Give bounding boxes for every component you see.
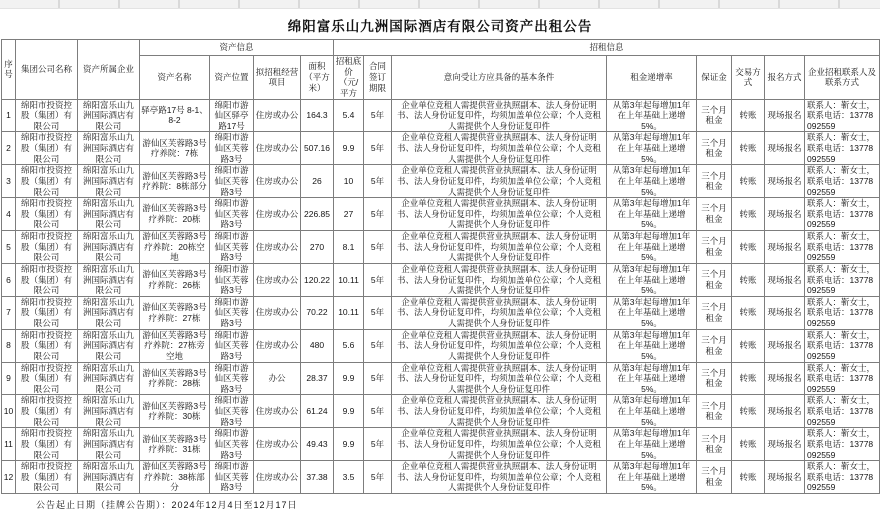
cell-asset-name: 驿亭路17号 8-1、8-2 xyxy=(140,99,210,132)
cell-index: 9 xyxy=(2,362,16,395)
cell-contact: 联系人：靳女士，联系电话：13778092559 xyxy=(805,263,880,296)
cell-business: 住房或办公 xyxy=(254,198,301,231)
cell-group-company: 绵阳市投资控股（集团）有限公司 xyxy=(16,165,78,198)
cell-asset-name: 游仙区芙蓉路3号疗养院：7栋 xyxy=(140,132,210,165)
cell-business: 住房或办公 xyxy=(254,296,301,329)
cell-contact: 联系人：靳女士，联系电话：13778092559 xyxy=(805,132,880,165)
cell-rate: 从第3年起每增加1年在上年基础上递增5%。 xyxy=(607,362,697,395)
cell-area: 226.85 xyxy=(301,198,334,231)
col-header-asset-name: 资产名称 xyxy=(140,56,210,100)
col-header-area: 面积（平方米） xyxy=(301,56,334,100)
cell-asset-location: 绵阳市游仙区芙蓉路3号 xyxy=(210,329,254,362)
cell-index: 12 xyxy=(2,461,16,494)
col-header-trade-method: 交易方式 xyxy=(732,56,765,100)
table-row xyxy=(2,461,880,494)
cell-group-company: 绵阳市投资控股（集团）有限公司 xyxy=(16,362,78,395)
cell-deposit: 三个月租金 xyxy=(697,329,732,362)
table-row xyxy=(2,132,880,165)
cell-index: 10 xyxy=(2,395,16,428)
cell-signup-method: 现场报名 xyxy=(765,231,805,264)
cell-group-company: 绵阳市投资控股（集团）有限公司 xyxy=(16,395,78,428)
cell-area: 61.24 xyxy=(301,395,334,428)
cell-conditions: 企业单位竞租人需提供营业执照副本、法人身份证明书、法人身份证复印件，均须加盖单位公章；个人竞租人需提供个人身份证复印件 xyxy=(392,231,607,264)
cell-group-company: 绵阳市投资控股（集团）有限公司 xyxy=(16,132,78,165)
cell-deposit: 三个月租金 xyxy=(697,461,732,494)
cell-asset-name: 游仙区芙蓉路3号疗养院：20栋 xyxy=(140,198,210,231)
cell-conditions: 企业单位竞租人需提供营业执照副本、法人身份证明书、法人身份证复印件，均须加盖单位公章；个人竞租人需提供个人身份证复印件 xyxy=(392,461,607,494)
cell-business: 住房或办公 xyxy=(254,428,301,461)
cell-index: 11 xyxy=(2,428,16,461)
cell-deposit: 三个月租金 xyxy=(697,99,732,132)
cell-asset-location: 绵阳市游仙区芙蓉路3号 xyxy=(210,428,254,461)
cell-asset-location: 绵阳市游仙区芙蓉路3号 xyxy=(210,231,254,264)
cell-enterprise: 绵阳富乐山九洲国际酒店有限公司 xyxy=(78,263,140,296)
cell-term: 5年 xyxy=(364,329,392,362)
cell-deposit: 三个月租金 xyxy=(697,198,732,231)
cell-rate: 从第3年起每增加1年在上年基础上递增5%。 xyxy=(607,231,697,264)
cell-conditions: 企业单位竞租人需提供营业执照副本、法人身份证明书、法人身份证复印件，均须加盖单位公章；个人竞租人需提供个人身份证复印件 xyxy=(392,198,607,231)
cell-index: 6 xyxy=(2,263,16,296)
col-header-enterprise: 资产所属企业 xyxy=(78,40,140,100)
cell-signup-method: 现场报名 xyxy=(765,395,805,428)
cell-trade-method: 转账 xyxy=(732,165,765,198)
cell-index: 4 xyxy=(2,198,16,231)
cell-enterprise: 绵阳富乐山九洲国际酒店有限公司 xyxy=(78,165,140,198)
cell-term: 5年 xyxy=(364,231,392,264)
page-title: 绵阳富乐山九洲国际酒店有限公司资产出租公告 xyxy=(287,19,593,34)
cell-conditions: 企业单位竞租人需提供营业执照副本、法人身份证明书、法人身份证复印件，均须加盖单位公章；个人竞租人需提供个人身份证复印件 xyxy=(392,99,607,132)
cell-deposit: 三个月租金 xyxy=(697,296,732,329)
cell-asset-name: 游仙区芙蓉路3号疗养院：20栋空地 xyxy=(140,231,210,264)
col-header-contact: 企业招租联系人及联系方式 xyxy=(805,56,880,100)
cell-contact: 联系人：靳女士，联系电话：13778092559 xyxy=(805,99,880,132)
cell-contact: 联系人：靳女士，联系电话：13778092559 xyxy=(805,296,880,329)
cell-business: 住房或办公 xyxy=(254,263,301,296)
cell-area: 28.37 xyxy=(301,362,334,395)
cell-rate: 从第3年起每增加1年在上年基础上递增5%。 xyxy=(607,428,697,461)
cell-asset-name: 游仙区芙蓉路3号疗养院：27栋 xyxy=(140,296,210,329)
cell-base-price: 9.9 xyxy=(334,362,364,395)
cell-term: 5年 xyxy=(364,395,392,428)
cell-enterprise: 绵阳富乐山九洲国际酒店有限公司 xyxy=(78,461,140,494)
cell-base-price: 27 xyxy=(334,198,364,231)
cell-asset-location: 绵阳市游仙区芙蓉路3号 xyxy=(210,395,254,428)
cell-enterprise: 绵阳富乐山九洲国际酒店有限公司 xyxy=(78,329,140,362)
cell-area: 37.38 xyxy=(301,461,334,494)
table-row xyxy=(2,428,880,461)
cell-base-price: 10 xyxy=(334,165,364,198)
cell-signup-method: 现场报名 xyxy=(765,99,805,132)
table-row xyxy=(2,362,880,395)
cell-enterprise: 绵阳富乐山九洲国际酒店有限公司 xyxy=(78,296,140,329)
cell-asset-name: 游仙区芙蓉路3号疗养院：31栋 xyxy=(140,428,210,461)
cell-base-price: 10.11 xyxy=(334,296,364,329)
cell-term: 5年 xyxy=(364,99,392,132)
cell-business: 住房或办公 xyxy=(254,461,301,494)
table-row xyxy=(2,165,880,198)
cell-asset-name: 游仙区芙蓉路3号疗养院：27栋旁空地 xyxy=(140,329,210,362)
group-header-asset-info: 资产信息 xyxy=(140,40,334,56)
group-header-rental-info: 招租信息 xyxy=(334,40,880,56)
cell-conditions: 企业单位竞租人需提供营业执照副本、法人身份证明书、法人身份证复印件，均须加盖单位公章；个人竞租人需提供个人身份证复印件 xyxy=(392,362,607,395)
cell-deposit: 三个月租金 xyxy=(697,362,732,395)
col-header-base-price: 招租底价（元/平方 xyxy=(334,56,364,100)
cell-term: 5年 xyxy=(364,132,392,165)
cell-signup-method: 现场报名 xyxy=(765,198,805,231)
cell-trade-method: 转账 xyxy=(732,362,765,395)
cell-trade-method: 转账 xyxy=(732,99,765,132)
cell-trade-method: 转账 xyxy=(732,395,765,428)
cell-term: 5年 xyxy=(364,165,392,198)
cell-contact: 联系人：靳女士，联系电话：13778092559 xyxy=(805,362,880,395)
table-header xyxy=(2,40,880,100)
cell-deposit: 三个月租金 xyxy=(697,165,732,198)
cell-trade-method: 转账 xyxy=(732,428,765,461)
cell-contact: 联系人：靳女士，联系电话：13778092559 xyxy=(805,165,880,198)
cell-signup-method: 现场报名 xyxy=(765,263,805,296)
col-header-group-company: 集团公司名称 xyxy=(16,40,78,100)
col-header-asset-location: 资产位置 xyxy=(210,56,254,100)
cell-rate: 从第3年起每增加1年在上年基础上递增5%。 xyxy=(607,198,697,231)
cell-area: 164.3 xyxy=(301,99,334,132)
cell-term: 5年 xyxy=(364,362,392,395)
cell-enterprise: 绵阳富乐山九洲国际酒店有限公司 xyxy=(78,99,140,132)
cell-contact: 联系人：靳女士，联系电话：13778092559 xyxy=(805,461,880,494)
cell-enterprise: 绵阳富乐山九洲国际酒店有限公司 xyxy=(78,198,140,231)
table-row xyxy=(2,263,880,296)
cell-area: 270 xyxy=(301,231,334,264)
cell-base-price: 9.9 xyxy=(334,132,364,165)
cell-signup-method: 现场报名 xyxy=(765,165,805,198)
cell-trade-method: 转账 xyxy=(732,198,765,231)
asset-rental-table xyxy=(1,39,880,494)
cell-base-price: 10.11 xyxy=(334,263,364,296)
cell-deposit: 三个月租金 xyxy=(697,428,732,461)
cell-business: 住房或办公 xyxy=(254,395,301,428)
cell-rate: 从第3年起每增加1年在上年基础上递增5%。 xyxy=(607,296,697,329)
cell-asset-location: 绵阳市游仙区芙蓉路3号 xyxy=(210,132,254,165)
cell-base-price: 9.9 xyxy=(334,428,364,461)
table-row xyxy=(2,329,880,362)
cell-asset-location: 绵阳市游仙区芙蓉路3号 xyxy=(210,198,254,231)
cell-base-price: 3.5 xyxy=(334,461,364,494)
cell-asset-name: 游仙区芙蓉路3号疗养院：26栋 xyxy=(140,263,210,296)
col-header-conditions: 意向受让方应具备的基本条件 xyxy=(392,56,607,100)
cell-group-company: 绵阳市投资控股（集团）有限公司 xyxy=(16,198,78,231)
cell-business: 住房或办公 xyxy=(254,231,301,264)
cell-term: 5年 xyxy=(364,263,392,296)
cell-enterprise: 绵阳富乐山九洲国际酒店有限公司 xyxy=(78,132,140,165)
cell-signup-method: 现场报名 xyxy=(765,362,805,395)
cell-term: 5年 xyxy=(364,198,392,231)
cell-contact: 联系人：靳女士，联系电话：13778092559 xyxy=(805,198,880,231)
cell-asset-location: 绵阳市游仙区芙蓉路3号 xyxy=(210,165,254,198)
table-row xyxy=(2,231,880,264)
cell-business: 住房或办公 xyxy=(254,132,301,165)
cell-business: 住房或办公 xyxy=(254,329,301,362)
cell-asset-name: 游仙区芙蓉路3号疗养院：8栋部分 xyxy=(140,165,210,198)
cell-trade-method: 转账 xyxy=(732,329,765,362)
cell-group-company: 绵阳市投资控股（集团）有限公司 xyxy=(16,296,78,329)
cell-base-price: 5.4 xyxy=(334,99,364,132)
cell-deposit: 三个月租金 xyxy=(697,132,732,165)
cell-signup-method: 现场报名 xyxy=(765,132,805,165)
cell-conditions: 企业单位竞租人需提供营业执照副本、法人身份证明书、法人身份证复印件，均须加盖单位公章；个人竞租人需提供个人身份证复印件 xyxy=(392,263,607,296)
cell-conditions: 企业单位竞租人需提供营业执照副本、法人身份证明书、法人身份证复印件，均须加盖单位公章；个人竞租人需提供个人身份证复印件 xyxy=(392,395,607,428)
cell-group-company: 绵阳市投资控股（集团）有限公司 xyxy=(16,99,78,132)
table-row xyxy=(2,296,880,329)
cell-rate: 从第3年起每增加1年在上年基础上递增5%。 xyxy=(607,132,697,165)
table-body xyxy=(2,99,880,494)
cell-conditions: 企业单位竞租人需提供营业执照副本、法人身份证明书、法人身份证复印件，均须加盖单位公章；个人竞租人需提供个人身份证复印件 xyxy=(392,428,607,461)
cell-conditions: 企业单位竞租人需提供营业执照副本、法人身份证明书、法人身份证复印件，均须加盖单位公章；个人竞租人需提供个人身份证复印件 xyxy=(392,296,607,329)
spreadsheet-edge-strip xyxy=(0,0,880,9)
cell-group-company: 绵阳市投资控股（集团）有限公司 xyxy=(16,461,78,494)
cell-enterprise: 绵阳富乐山九洲国际酒店有限公司 xyxy=(78,362,140,395)
cell-rate: 从第3年起每增加1年在上年基础上递增5%。 xyxy=(607,263,697,296)
cell-rate: 从第3年起每增加1年在上年基础上递增5%。 xyxy=(607,395,697,428)
cell-signup-method: 现场报名 xyxy=(765,428,805,461)
cell-index: 5 xyxy=(2,231,16,264)
cell-trade-method: 转账 xyxy=(732,461,765,494)
cell-group-company: 绵阳市投资控股（集团）有限公司 xyxy=(16,231,78,264)
cell-area: 120.22 xyxy=(301,263,334,296)
col-header-index: 序号 xyxy=(2,40,16,100)
cell-index: 8 xyxy=(2,329,16,362)
cell-asset-location: 绵阳市游仙区芙蓉路3号 xyxy=(210,296,254,329)
cell-trade-method: 转账 xyxy=(732,132,765,165)
cell-deposit: 三个月租金 xyxy=(697,231,732,264)
cell-area: 49.43 xyxy=(301,428,334,461)
cell-conditions: 企业单位竞租人需提供营业执照副本、法人身份证明书、法人身份证复印件，均须加盖单位公章；个人竞租人需提供个人身份证复印件 xyxy=(392,132,607,165)
cell-rate: 从第3年起每增加1年在上年基础上递增5%。 xyxy=(607,165,697,198)
cell-rate: 从第3年起每增加1年在上年基础上递增5%。 xyxy=(607,461,697,494)
cell-term: 5年 xyxy=(364,296,392,329)
cell-group-company: 绵阳市投资控股（集团）有限公司 xyxy=(16,263,78,296)
cell-group-company: 绵阳市投资控股（集团）有限公司 xyxy=(16,329,78,362)
cell-deposit: 三个月租金 xyxy=(697,395,732,428)
cell-term: 5年 xyxy=(364,461,392,494)
cell-trade-method: 转账 xyxy=(732,296,765,329)
cell-group-company: 绵阳市投资控股（集团）有限公司 xyxy=(16,428,78,461)
cell-business: 住房或办公 xyxy=(254,165,301,198)
cell-area: 26 xyxy=(301,165,334,198)
table-row xyxy=(2,99,880,132)
cell-enterprise: 绵阳富乐山九洲国际酒店有限公司 xyxy=(78,395,140,428)
cell-contact: 联系人：靳女士，联系电话：13778092559 xyxy=(805,428,880,461)
cell-trade-method: 转账 xyxy=(732,231,765,264)
cell-conditions: 企业单位竞租人需提供营业执照副本、法人身份证明书、法人身份证复印件，均须加盖单位公章；个人竞租人需提供个人身份证复印件 xyxy=(392,329,607,362)
cell-area: 507.16 xyxy=(301,132,334,165)
cell-term: 5年 xyxy=(364,428,392,461)
col-header-signup-method: 报名方式 xyxy=(765,56,805,100)
col-header-deposit: 保证金 xyxy=(697,56,732,100)
cell-contact: 联系人：靳女士，联系电话：13778092559 xyxy=(805,395,880,428)
cell-enterprise: 绵阳富乐山九洲国际酒店有限公司 xyxy=(78,428,140,461)
cell-asset-name: 游仙区芙蓉路3号疗养院：38栋部分 xyxy=(140,461,210,494)
cell-trade-method: 转账 xyxy=(732,263,765,296)
cell-asset-location: 绵阳市游仙区驿亭路17号 xyxy=(210,99,254,132)
cell-rate: 从第3年起每增加1年在上年基础上递增5%。 xyxy=(607,329,697,362)
cell-area: 70.22 xyxy=(301,296,334,329)
announcement-period: 公告起止日期（挂牌公告期）：2024年12月4日至12月17日 xyxy=(36,500,298,510)
cell-business: 办公 xyxy=(254,362,301,395)
cell-conditions: 企业单位竞租人需提供营业执照副本、法人身份证明书、法人身份证复印件，均须加盖单位公章；个人竞租人需提供个人身份证复印件 xyxy=(392,165,607,198)
cell-asset-location: 绵阳市游仙区芙蓉路3号 xyxy=(210,461,254,494)
cell-rate: 从第3年起每增加1年在上年基础上递增5%。 xyxy=(607,99,697,132)
cell-asset-name: 游仙区芙蓉路3号疗养院：30栋 xyxy=(140,395,210,428)
col-header-rate: 租金递增率 xyxy=(607,56,697,100)
cell-asset-location: 绵阳市游仙区芙蓉路3号 xyxy=(210,263,254,296)
cell-index: 2 xyxy=(2,132,16,165)
cell-contact: 联系人：靳女士，联系电话：13778092559 xyxy=(805,329,880,362)
cell-base-price: 5.6 xyxy=(334,329,364,362)
cell-area: 480 xyxy=(301,329,334,362)
cell-signup-method: 现场报名 xyxy=(765,296,805,329)
cell-index: 7 xyxy=(2,296,16,329)
cell-asset-name: 游仙区芙蓉路3号疗养院：28栋 xyxy=(140,362,210,395)
cell-signup-method: 现场报名 xyxy=(765,329,805,362)
cell-base-price: 9.9 xyxy=(334,395,364,428)
table-row xyxy=(2,395,880,428)
cell-base-price: 8.1 xyxy=(334,231,364,264)
cell-enterprise: 绵阳富乐山九洲国际酒店有限公司 xyxy=(78,231,140,264)
cell-contact: 联系人：靳女士，联系电话：13778092559 xyxy=(805,231,880,264)
cell-deposit: 三个月租金 xyxy=(697,263,732,296)
col-header-business: 拟招租经营项目 xyxy=(254,56,301,100)
table-row xyxy=(2,198,880,231)
col-header-term: 合同签订期限 xyxy=(364,56,392,100)
cell-signup-method: 现场报名 xyxy=(765,461,805,494)
cell-asset-location: 绵阳市游仙区芙蓉路3号 xyxy=(210,362,254,395)
cell-index: 1 xyxy=(2,99,16,132)
cell-index: 3 xyxy=(2,165,16,198)
cell-business: 住房或办公 xyxy=(254,99,301,132)
